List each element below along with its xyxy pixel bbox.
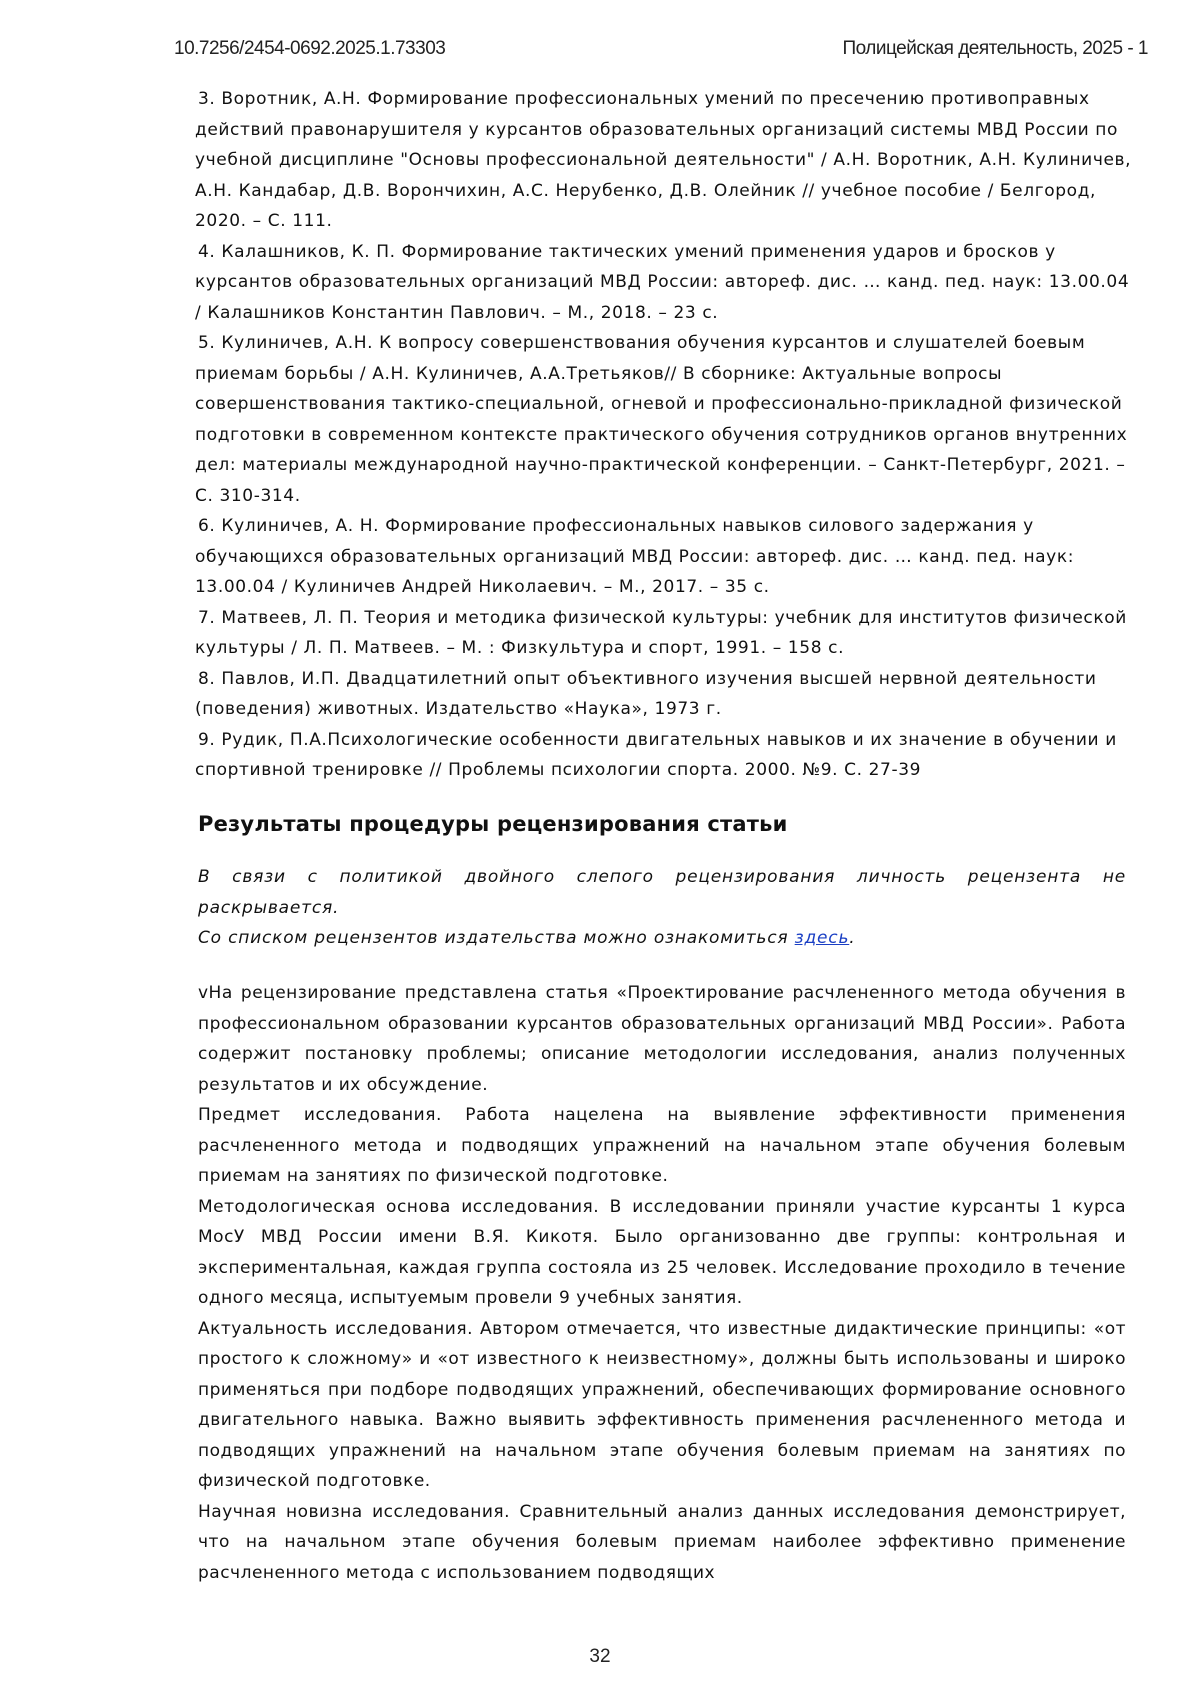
review-notice xyxy=(198,862,1126,954)
reference-item: 5. Кулиничев, А.Н. К вопросу совершенствования обучения курсантов и слушателей боевым приемам борьбы / А.Н. Кулиничев, А.А.Третьяков// В сборнике: Актуальные вопросы совершенствования тактико-специальной, огневой и профессионально-прикладной физической подготовки в современном контексте практического обучения сотрудников органов внутренних дел: материалы международной научно-практической конференции. – Санкт-Петербург, 2021. – С. 310-314. xyxy=(195,333,1128,506)
journal-header: Полицейская деятельность, 2025 - 1 xyxy=(842,38,1148,59)
review-paragraph: Предмет исследования. Работа нацелена на выявление эффективности применения расчлененного метода и подводящих упражнений на начальном этапе обучения болевым приемам на занятиях по физической подготовке. xyxy=(198,1105,1126,1186)
doi-header: 10.7256/2454-0692.2025.1.73303 xyxy=(174,38,446,59)
reference-item: 8. Павлов, И.П. Двадцатилетний опыт объективного изучения высшей нервной деятельности (поведения) животных. Издательство «Наука», 1973 г. xyxy=(195,668,1097,719)
review-section-title: Результаты процедуры рецензирования статьи xyxy=(198,812,788,836)
review-paragraph: vНа рецензирование представлена статья «Проектирование расчлененного метода обучения в профессиональном образовании курсантов образовательных организаций МВД России». Работа содержит постановку проблемы; описание методологии исследования, анализ полученных результатов и их обсуждение. xyxy=(198,983,1126,1095)
reference-list xyxy=(195,84,1135,786)
blind-review-notice: В связи с политикой двойного слепого рецензирования личность рецензента не раскрывается. xyxy=(198,867,1126,918)
review-body xyxy=(198,978,1126,1588)
reviewers-list-link[interactable]: здесь xyxy=(794,928,850,948)
reviewers-list-text: Со списком рецензентов издательства можно ознакомиться xyxy=(198,928,795,948)
reference-item: 9. Рудик, П.А.Психологические особенности двигательных навыков и их значение в обучении и спортивной тренировке // Проблемы психологии спорта. 2000. №9. С. 27-39 xyxy=(195,729,1117,780)
reference-item: 6. Кулиничев, А. Н. Формирование профессиональных навыков силового задержания у обучающихся образовательных организаций МВД России: автореф. дис. … канд. пед. наук: 13.00.04 / Кулиничев Андрей Николаевич. – М., 2017. – 35 с. xyxy=(195,516,1075,597)
reference-item: 3. Воротник, А.Н. Формирование профессиональных умений по пресечению противоправных действий правонарушителя у курсантов образовательных организаций системы МВД России по учебной дисциплине "Основы профессиональной деятельности" / А.Н. Воротник, А.Н. Кулиничев, А.Н. Кандабар, Д.В. Ворончихин, А.С. Нерубенко, Д.В. Олейник // учебное пособие / Белгород, 2020. – С. 111. xyxy=(195,89,1132,231)
review-paragraph: Методологическая основа исследования. В исследовании приняли участие курсанты 1 курса МосУ МВД России имени В.Я. Кикотя. Было организованно две группы: контрольная и экспериментальная, каждая группа состояла из 25 человек. Исследование проходило в течение одного месяца, испытуемым провели 9 учебных занятия. xyxy=(198,1196,1126,1308)
page-number: 32 xyxy=(589,1646,611,1667)
review-paragraph: Научная новизна исследования. Сравнительный анализ данных исследования демонстрирует, что на начальном этапе обучения болевым приемам наиболее эффективно применение расчлененного метода с использованием подводящих xyxy=(198,1501,1126,1583)
reviewers-list-notice xyxy=(198,923,1126,954)
review-paragraph: Актуальность исследования. Автором отмечается, что известные дидактические принципы: «от простого к сложному» и «от известного к неизвестному», должны быть использованы и широко применяться при подборе подводящих упражнений, обеспечивающих формирование основного двигательного навыка. Важно выявить эффективность применения расчлененного метода и подводящих упражнений на начальном этапе обучения болевым приемам на занятиях по физической подготовке. xyxy=(198,1318,1126,1491)
reference-item: 7. Матвеев, Л. П. Теория и методика физической культуры: учебник для институтов физической культуры / Л. П. Матвеев. – М. : Физкультура и спорт, 1991. – 158 с. xyxy=(195,607,1127,658)
reference-item: 4. Калашников, К. П. Формирование тактических умений применения ударов и бросков у курсантов образовательных организаций МВД России: автореф. дис. … канд. пед. наук: 13.00.04 / Калашников Константин Павлович. – М., 2018. – 23 с. xyxy=(195,241,1130,323)
reviewers-list-suffix: . xyxy=(849,928,856,948)
